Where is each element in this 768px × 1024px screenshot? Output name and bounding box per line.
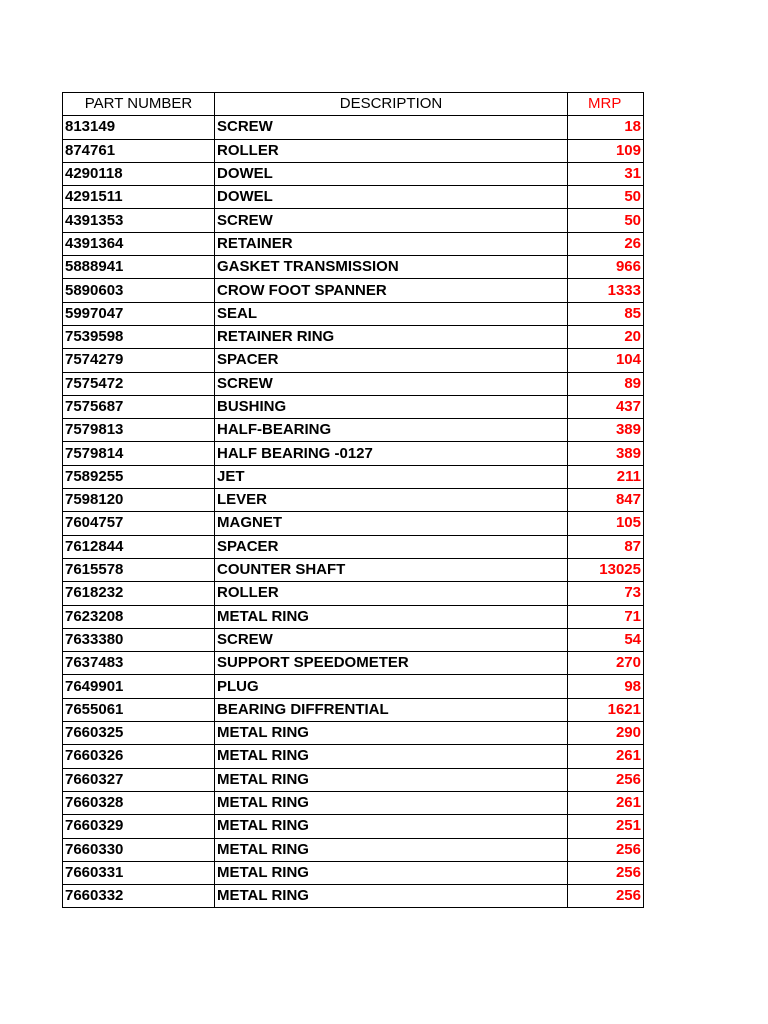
mrp-cell: 251 — [568, 815, 644, 838]
mrp-cell: 1621 — [568, 698, 644, 721]
part-number-cell: 7612844 — [63, 535, 215, 558]
description-cell: METAL RING — [215, 722, 568, 745]
part-number-cell: 7660326 — [63, 745, 215, 768]
description-cell: MAGNET — [215, 512, 568, 535]
table-row — [63, 186, 644, 209]
description-header: DESCRIPTION — [215, 93, 568, 116]
mrp-cell: 31 — [568, 162, 644, 185]
table-row — [63, 162, 644, 185]
part-number-cell: 7575472 — [63, 372, 215, 395]
mrp-cell: 256 — [568, 861, 644, 884]
table-row — [63, 116, 644, 139]
description-cell: HALF BEARING -0127 — [215, 442, 568, 465]
part-number-cell: 7623208 — [63, 605, 215, 628]
part-number-cell: 7539598 — [63, 325, 215, 348]
description-cell: ROLLER — [215, 582, 568, 605]
part-number-cell: 7660330 — [63, 838, 215, 861]
mrp-cell: 270 — [568, 652, 644, 675]
mrp-cell: 87 — [568, 535, 644, 558]
mrp-cell: 98 — [568, 675, 644, 698]
part-number-cell: 5997047 — [63, 302, 215, 325]
table-row — [63, 395, 644, 418]
table-row — [63, 419, 644, 442]
mrp-header: MRP — [568, 93, 644, 116]
description-cell: SCREW — [215, 116, 568, 139]
description-cell: LEVER — [215, 489, 568, 512]
part-number-cell: 7660332 — [63, 885, 215, 908]
description-cell: METAL RING — [215, 605, 568, 628]
table-row — [63, 652, 644, 675]
description-cell: SPACER — [215, 535, 568, 558]
table-row — [63, 535, 644, 558]
mrp-cell: 261 — [568, 791, 644, 814]
part-number-cell: 7575687 — [63, 395, 215, 418]
description-cell: JET — [215, 465, 568, 488]
description-cell: SCREW — [215, 628, 568, 651]
table-row — [63, 675, 644, 698]
description-cell: ROLLER — [215, 139, 568, 162]
table-row — [63, 209, 644, 232]
mrp-cell: 13025 — [568, 558, 644, 581]
part-number-cell: 5890603 — [63, 279, 215, 302]
description-cell: METAL RING — [215, 885, 568, 908]
table-row — [63, 512, 644, 535]
table-row — [63, 698, 644, 721]
mrp-cell: 50 — [568, 209, 644, 232]
part-number-cell: 7604757 — [63, 512, 215, 535]
mrp-cell: 256 — [568, 838, 644, 861]
part-number-cell: 813149 — [63, 116, 215, 139]
table-row — [63, 279, 644, 302]
table-row — [63, 582, 644, 605]
mrp-cell: 211 — [568, 465, 644, 488]
description-cell: CROW FOOT SPANNER — [215, 279, 568, 302]
part-number-cell: 7655061 — [63, 698, 215, 721]
part-number-cell: 7579813 — [63, 419, 215, 442]
table-row — [63, 302, 644, 325]
table-row — [63, 722, 644, 745]
part-number-header: PART NUMBER — [63, 93, 215, 116]
mrp-cell: 109 — [568, 139, 644, 162]
mrp-cell: 50 — [568, 186, 644, 209]
table-row — [63, 791, 644, 814]
mrp-cell: 20 — [568, 325, 644, 348]
part-number-cell: 7618232 — [63, 582, 215, 605]
table-row — [63, 465, 644, 488]
table-row — [63, 768, 644, 791]
description-cell: RETAINER — [215, 232, 568, 255]
description-cell: DOWEL — [215, 162, 568, 185]
part-number-cell: 7589255 — [63, 465, 215, 488]
part-number-cell: 7633380 — [63, 628, 215, 651]
description-cell: RETAINER RING — [215, 325, 568, 348]
mrp-cell: 73 — [568, 582, 644, 605]
description-cell: BEARING DIFFRENTIAL — [215, 698, 568, 721]
description-cell: HALF-BEARING — [215, 419, 568, 442]
table-row — [63, 372, 644, 395]
mrp-cell: 18 — [568, 116, 644, 139]
mrp-cell: 105 — [568, 512, 644, 535]
description-cell: DOWEL — [215, 186, 568, 209]
part-number-cell: 7660327 — [63, 768, 215, 791]
table-row — [63, 325, 644, 348]
description-cell: SUPPORT SPEEDOMETER — [215, 652, 568, 675]
description-cell: SEAL — [215, 302, 568, 325]
part-number-cell: 7637483 — [63, 652, 215, 675]
description-cell: SCREW — [215, 209, 568, 232]
description-cell: METAL RING — [215, 838, 568, 861]
mrp-cell: 26 — [568, 232, 644, 255]
table-row — [63, 885, 644, 908]
table-row — [63, 815, 644, 838]
mrp-cell: 437 — [568, 395, 644, 418]
part-number-cell: 7574279 — [63, 349, 215, 372]
mrp-cell: 256 — [568, 768, 644, 791]
description-cell: COUNTER SHAFT — [215, 558, 568, 581]
description-cell: METAL RING — [215, 861, 568, 884]
part-number-cell: 874761 — [63, 139, 215, 162]
part-number-cell: 5888941 — [63, 256, 215, 279]
table-row — [63, 558, 644, 581]
description-cell: METAL RING — [215, 768, 568, 791]
part-number-cell: 7579814 — [63, 442, 215, 465]
part-number-cell: 7649901 — [63, 675, 215, 698]
part-number-cell: 7660331 — [63, 861, 215, 884]
table-row — [63, 232, 644, 255]
mrp-cell: 89 — [568, 372, 644, 395]
part-number-cell: 4391353 — [63, 209, 215, 232]
table-row — [63, 256, 644, 279]
part-number-cell: 7598120 — [63, 489, 215, 512]
description-cell: GASKET TRANSMISSION — [215, 256, 568, 279]
table-row — [63, 861, 644, 884]
mrp-cell: 261 — [568, 745, 644, 768]
mrp-cell: 389 — [568, 442, 644, 465]
mrp-cell: 85 — [568, 302, 644, 325]
mrp-cell: 256 — [568, 885, 644, 908]
description-cell: SPACER — [215, 349, 568, 372]
part-number-cell: 7660328 — [63, 791, 215, 814]
table-row — [63, 349, 644, 372]
description-cell: METAL RING — [215, 815, 568, 838]
table-row — [63, 605, 644, 628]
mrp-cell: 290 — [568, 722, 644, 745]
table-row — [63, 628, 644, 651]
table-row — [63, 442, 644, 465]
part-number-cell: 4290118 — [63, 162, 215, 185]
description-cell: PLUG — [215, 675, 568, 698]
table-row — [63, 838, 644, 861]
table-row — [63, 489, 644, 512]
mrp-cell: 389 — [568, 419, 644, 442]
part-number-cell: 4391364 — [63, 232, 215, 255]
part-number-cell: 4291511 — [63, 186, 215, 209]
mrp-cell: 847 — [568, 489, 644, 512]
header-row — [63, 93, 644, 116]
mrp-cell: 1333 — [568, 279, 644, 302]
price-list-table — [62, 92, 644, 908]
description-cell: SCREW — [215, 372, 568, 395]
table-row — [63, 745, 644, 768]
description-cell: BUSHING — [215, 395, 568, 418]
table-header — [63, 93, 644, 116]
part-number-cell: 7660329 — [63, 815, 215, 838]
part-number-cell: 7660325 — [63, 722, 215, 745]
table-body — [63, 116, 644, 908]
part-number-cell: 7615578 — [63, 558, 215, 581]
description-cell: METAL RING — [215, 791, 568, 814]
mrp-cell: 54 — [568, 628, 644, 651]
table-row — [63, 139, 644, 162]
description-cell: METAL RING — [215, 745, 568, 768]
mrp-cell: 104 — [568, 349, 644, 372]
mrp-cell: 966 — [568, 256, 644, 279]
mrp-cell: 71 — [568, 605, 644, 628]
